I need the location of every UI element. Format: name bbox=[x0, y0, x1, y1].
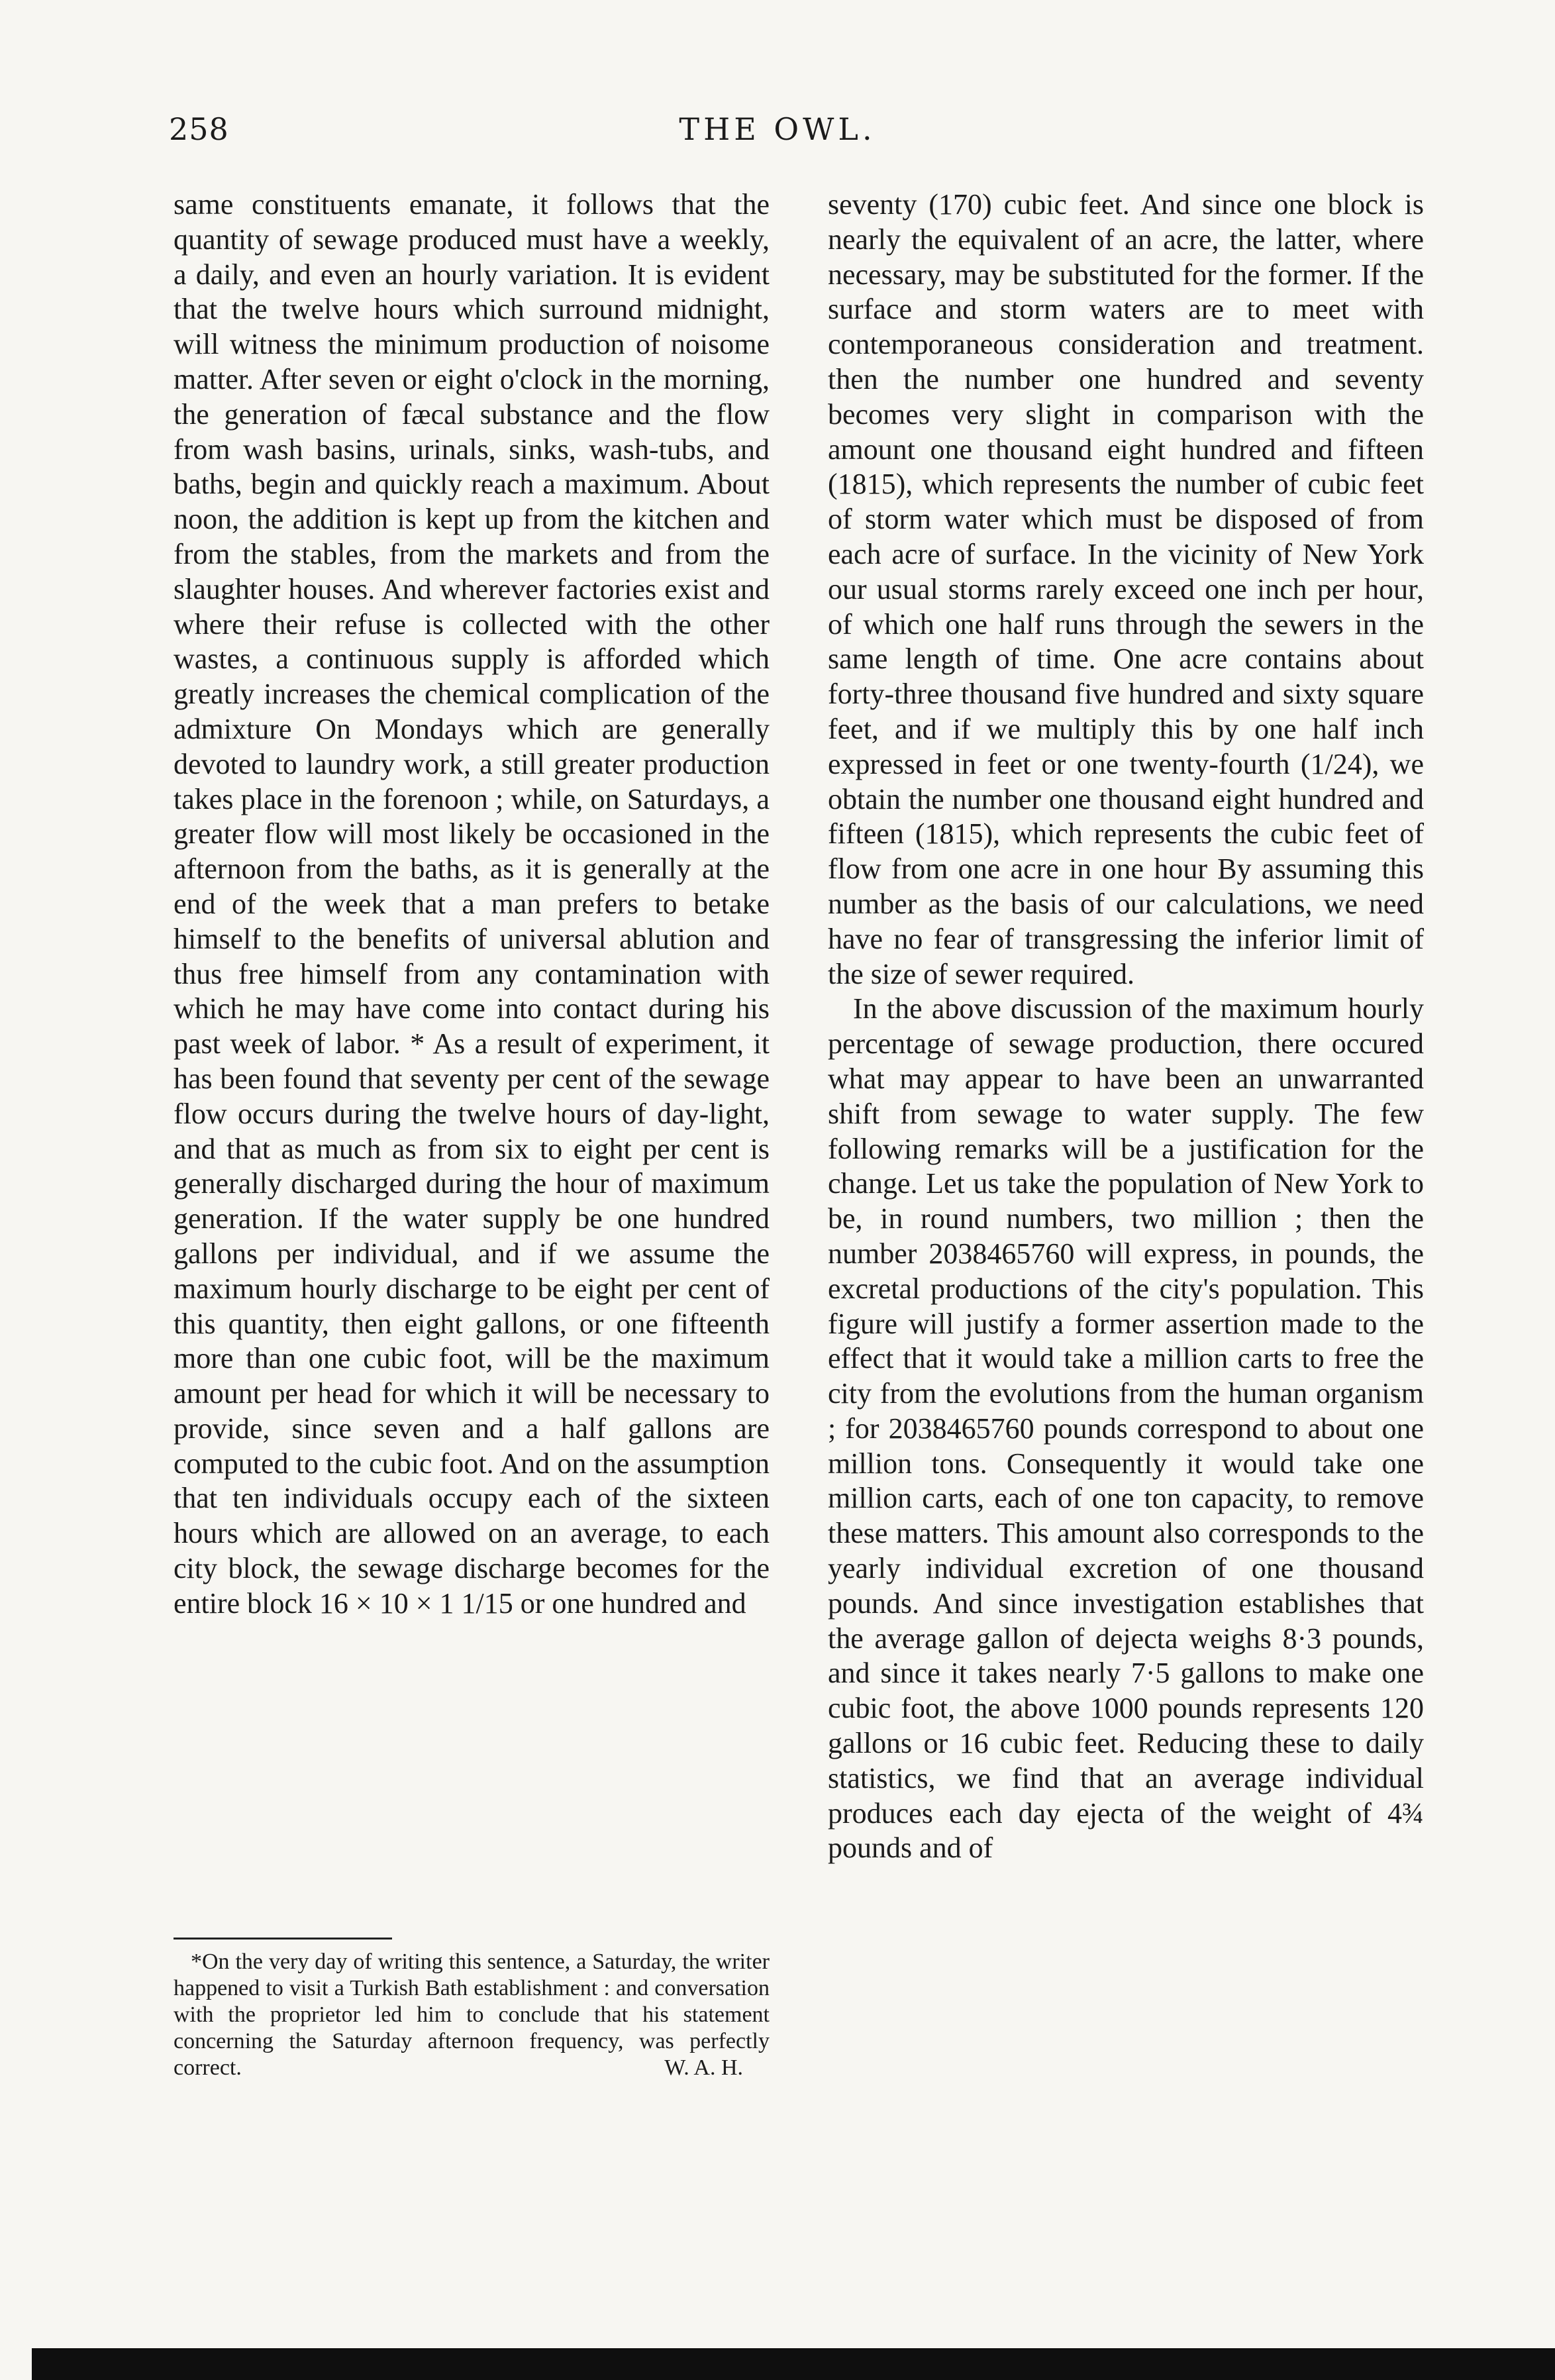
left-column bbox=[174, 187, 770, 1622]
right-paragraph-1: seventy (170) cubic feet. And since one block is nearly the equivalent of an acre, the latter, where necessary, may be substituted for the former. If the surface and storm waters are to meet with contemporaneous consideration and treatment. then the number one hundred and seventy becomes very slight in comparison with the amount one thousand eight hundred and fifteen (1815), which represents the number of cubic feet of storm water which must be disposed of from each acre of surface. In the vicinity of New York our usual storms rarely exceed one inch per hour, of which one half runs through the sewers in the same length of time. One acre contains about forty-three thousand five hundred and sixty square feet, and if we multiply this by one half inch expressed in feet or one twenty-fourth (1/24), we obtain the number one thousand eight hundred and fifteen (1815), which represents the cubic feet of flow from one acre in one hour By assuming this number as the basis of our calculations, we need have no fear of transgressing the inferior limit of the size of sewer required. bbox=[828, 188, 1424, 990]
footnote-divider bbox=[174, 1938, 392, 1940]
page-number: 258 bbox=[169, 111, 229, 147]
right-paragraph-2: In the above discussion of the maximum hourly percentage of sewage production, there occured what may appear to have been an unwarranted shift from sewage to water supply. The few following remarks will be a justification for the change. Let us take the population of New York to be, in round numbers, two million ; then the number 2038465760 will express, in pounds, the excretal productions of the city's population. This figure will justify a former assertion made to the effect that it would take a million carts to free the city from the evolutions from the human organism ; for 2038465760 pounds correspond to about one million tons. Consequently it would take one million carts, each of one ton capacity, to remove these matters. This amount also corresponds to the yearly individual excretion of one thousand pounds. And since investigation establishes that the average gallon of dejecta weighs 8·3 pounds, and since it takes nearly 7·5 gallons to make one cubic foot, the above 1000 pounds represents 120 gallons or 16 cubic feet. Reducing these to daily statistics, we find that an average individual produces each day ejecta of the weight of 4¾ pounds and of bbox=[828, 992, 1424, 1865]
footnote-signature: W. A. H. bbox=[664, 2055, 743, 2080]
running-title: THE OWL. bbox=[679, 111, 876, 147]
left-paragraph-1: same constituents emanate, it follows that the quantity of sewage produced must have a weekly, a daily, and even an hourly variation. It is evident that the twelve hours which surround midnight, will witness the minimum production of noisome matter. After seven or eight o'clock in the morning, the generation of fæcal substance and the flow from wash basins, urinals, sinks, wash-tubs, and baths, begin and quickly reach a maximum. About noon, the addition is kept up from the kitchen and from the stables, from the markets and from the slaughter houses. And wherever factories exist and where their refuse is collected with the other wastes, a continuous supply is afforded which greatly increases the chemical complication of the admixture On Mondays which are generally devoted to laundry work, a still greater production takes place in the forenoon ; while, on Saturdays, a greater flow will most likely be occasioned in the afternoon from the baths, as it is generally at the end of the week that a man prefers to betake himself to the benefits of universal ablution and thus free himself from any contamination with which he may have come into contact during his past week of labor. * As a result of experiment, it has been found that seventy per cent of the sewage flow occurs during the twelve hours of day-light, and that as much as from six to eight per cent is generally discharged during the hour of maximum generation. If the water supply be one hundred gallons per individual, and if we assume the maximum hourly discharge to be eight per cent of this quantity, then eight gallons, or one fifteenth more than one cubic foot, will be the maximum amount per head for which it will be necessary to provide, since seven and a half gallons are computed to the cubic foot. And on the assumption that ten individuals occupy each of the sixteen hours which are allowed on an average, to each city block, the sewage discharge becomes for the entire block 16 × 10 × 1 1/15 or one hundred and bbox=[174, 188, 770, 1620]
footnote-text: *On the very day of writing this sentence, a Saturday, the writer happened to visit a Turkish Bath establishment : and conversation with the proprietor led him to conclude that his statement concerning the Saturday afternoon frequency, was perfectly correct. bbox=[174, 1949, 770, 2080]
footnote bbox=[174, 1949, 770, 2081]
page-header bbox=[0, 111, 1555, 158]
right-column bbox=[828, 187, 1424, 1866]
scan-edge-bar bbox=[32, 2348, 1555, 2380]
